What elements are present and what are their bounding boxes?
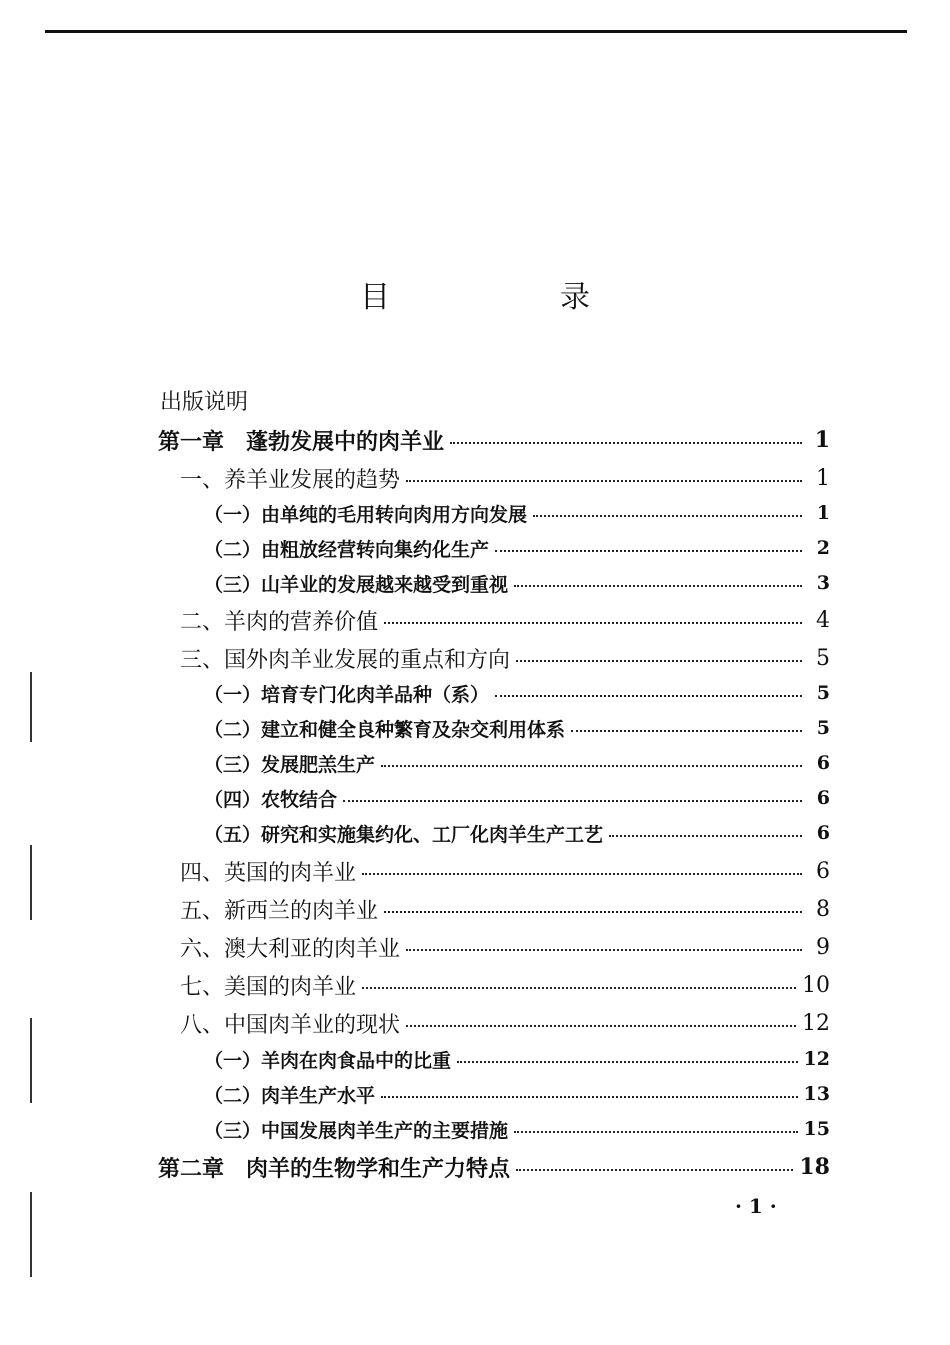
toc-entry-page: 8: [816, 896, 830, 922]
toc-leader-dots: [495, 695, 802, 697]
scan-artifact-line: [30, 1018, 32, 1103]
scan-artifact-line: [30, 1192, 32, 1277]
toc-entry-label: （一）羊肉在肉食品中的比重: [204, 1049, 452, 1072]
toc-entry-label: 三、国外肉羊业发展的重点和方向: [180, 647, 511, 673]
toc-entry-page: 1: [814, 427, 830, 453]
toc-entry-page: 1: [816, 465, 830, 491]
toc-entry-page: 6: [816, 822, 830, 844]
toc-entry-page: 13: [803, 1083, 830, 1105]
toc-leader-dots: [516, 1169, 793, 1171]
toc-entry: [204, 818, 830, 848]
scan-artifact-line: [30, 672, 32, 742]
toc-entry: [180, 894, 830, 924]
toc-leader-dots: [514, 585, 802, 587]
toc-entry: [204, 498, 830, 528]
toc-entry-label: （三）山羊业的发展越来越受到重视: [204, 573, 509, 596]
toc-leader-dots: [343, 800, 802, 802]
toc-entry-label: （二）建立和健全良种繁育及杂交利用体系: [204, 718, 566, 741]
toc-entry: [204, 678, 830, 708]
toc-leader-dots: [571, 730, 802, 732]
toc-entry-label: 五、新西兰的肉羊业: [180, 898, 379, 924]
toc-entry-page: 6: [816, 858, 830, 884]
toc-entry-label: 二、羊肉的营养价值: [180, 609, 379, 635]
toc-leader-dots: [362, 987, 796, 989]
toc-entry-label: （三）发展肥羔生产: [204, 753, 376, 776]
toc-entry-page: 10: [802, 972, 830, 998]
toc-entry: [160, 385, 830, 415]
toc-entry-page: 2: [816, 537, 830, 559]
toc-entry: [158, 425, 830, 455]
toc-entry-page: 1: [816, 502, 830, 524]
toc-leader-dots: [406, 1025, 796, 1027]
toc-entry-page: 12: [803, 1048, 830, 1070]
toc-entry: [204, 533, 830, 563]
toc-entry-page: 18: [799, 1154, 830, 1180]
toc-entry: [158, 1152, 830, 1182]
toc-leader-dots: [450, 442, 802, 444]
toc-entry: [204, 568, 830, 598]
toc-entry: [204, 1044, 830, 1074]
toc-entry-label: （四）农牧结合: [204, 788, 338, 811]
toc-leader-dots: [516, 660, 802, 662]
toc-entry: [180, 970, 830, 1000]
toc-leader-dots: [457, 1061, 798, 1063]
toc-leader-dots: [381, 1096, 798, 1098]
toc-leader-dots: [514, 1131, 798, 1133]
toc-entry-label: 六、澳大利亚的肉羊业: [180, 936, 401, 962]
toc-entry: [180, 605, 830, 635]
toc-entry-label: （二）肉羊生产水平: [204, 1084, 376, 1107]
toc-leader-dots: [384, 911, 802, 913]
toc-entry: [204, 783, 830, 813]
toc-entry-page: 6: [816, 752, 830, 774]
toc-entry: [180, 643, 830, 673]
toc-entry-page: 9: [816, 934, 830, 960]
toc-entry-page: 12: [802, 1010, 830, 1036]
toc-entry: [180, 932, 830, 962]
toc-entry-label: （五）研究和实施集约化、工厂化肉羊生产工艺: [204, 823, 604, 846]
toc-entry-label: 七、美国的肉羊业: [180, 974, 357, 1000]
toc-leader-dots: [533, 515, 802, 517]
toc-leader-dots: [406, 949, 802, 951]
toc-entry: [180, 1008, 830, 1038]
toc-entry-page: 5: [816, 717, 830, 739]
toc-entry-label: 第一章 蓬勃发展中的肉羊业: [158, 428, 445, 455]
scan-artifact-line: [30, 845, 32, 920]
toc-entry-page: 5: [816, 682, 830, 704]
toc-entry-label: （一）培育专门化肉羊品种（系）: [204, 683, 490, 706]
toc-entry-label: （三）中国发展肉羊生产的主要措施: [204, 1119, 509, 1142]
toc-leader-dots: [609, 835, 802, 837]
page-number: · 1 ·: [735, 1194, 777, 1218]
toc-entry-label: 出版说明: [160, 389, 249, 415]
toc-entry: [204, 713, 830, 743]
toc-entry-label: 第二章 肉羊的生物学和生产力特点: [158, 1155, 511, 1182]
toc-entry-page: 4: [816, 607, 830, 633]
toc-entry: [180, 856, 830, 886]
toc-leader-dots: [362, 873, 802, 875]
page-title: 目 录: [360, 280, 660, 315]
toc-leader-dots: [495, 550, 802, 552]
toc-entry-label: 一、养羊业发展的趋势: [180, 467, 401, 493]
toc-entry-label: 八、中国肉羊业的现状: [180, 1012, 401, 1038]
toc-entry-label: （二）由粗放经营转向集约化生产: [204, 538, 490, 561]
top-rule: [45, 30, 907, 33]
toc-leader-dots: [384, 622, 802, 624]
toc-entry-page: 15: [803, 1118, 830, 1140]
toc-entry-page: 6: [816, 787, 830, 809]
toc-entry-page: 3: [816, 572, 830, 594]
toc-entry: [204, 1114, 830, 1144]
toc-entry: [204, 748, 830, 778]
toc-entry: [180, 463, 830, 493]
toc-entry-label: 四、英国的肉羊业: [180, 860, 357, 886]
toc-leader-dots: [406, 480, 802, 482]
toc-entry-label: （一）由单纯的毛用转向肉用方向发展: [204, 503, 528, 526]
toc-entry-page: 5: [816, 645, 830, 671]
toc-leader-dots: [381, 765, 802, 767]
toc-entry: [204, 1079, 830, 1109]
